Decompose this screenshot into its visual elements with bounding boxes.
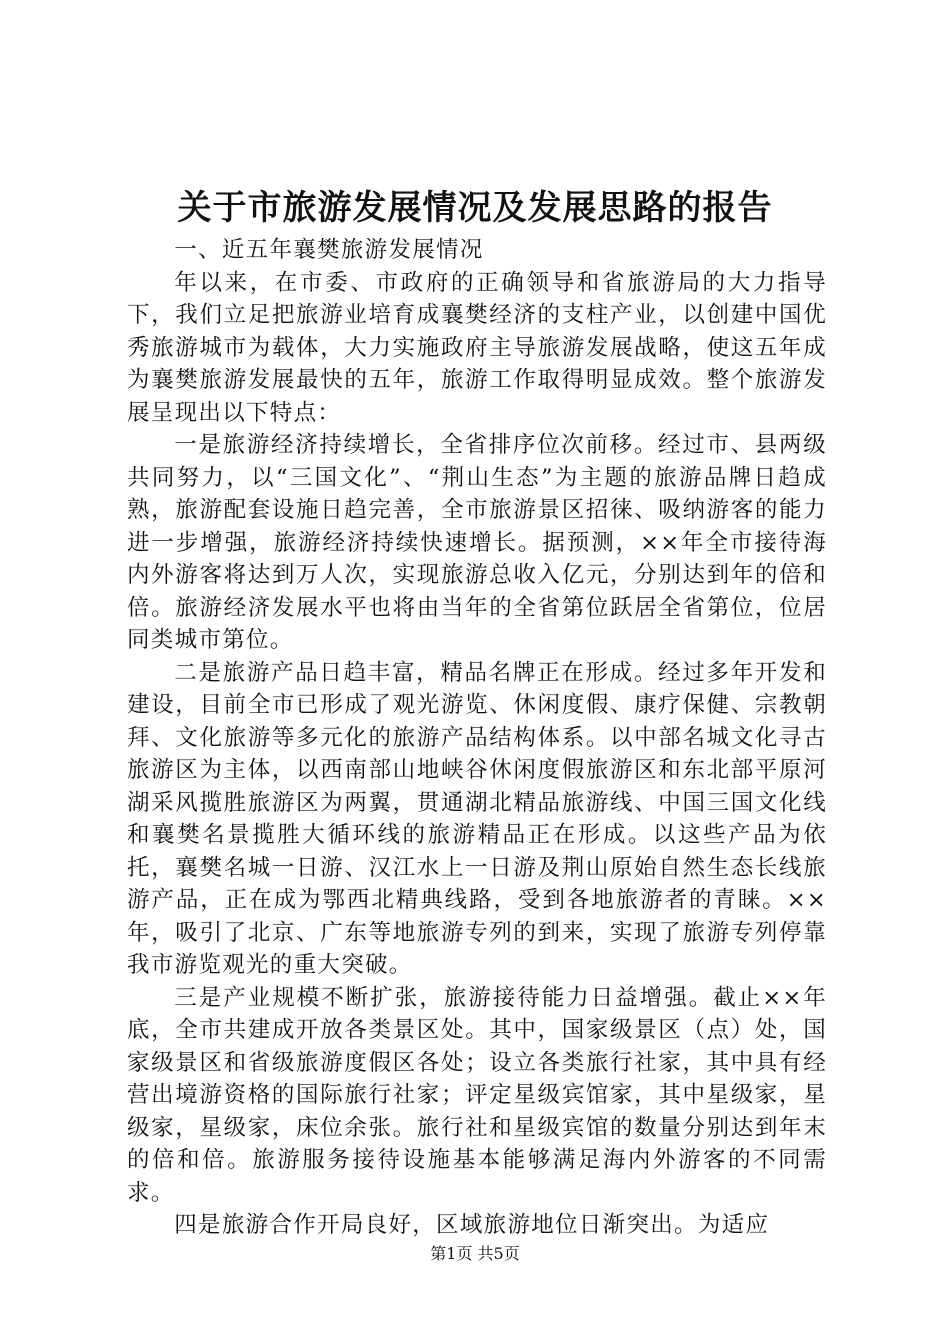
paragraph-point-4: 四是旅游合作开局良好，区域旅游地位日渐突出。为适应 (174, 1212, 770, 1238)
paragraph-point-3: 三是产业规模不断扩张，旅游接待能力日益增强。截止××年底，全市共建成开放各类景区处。其中，国家级景区（点）处，国家级景区和省级旅游度假区各处；设立各类旅行社家，其中具有经营出境游资格的国际旅行社家；评定星级宾馆家，其中星级家，星级家，星级家，床位余张。旅行社和星级宾馆的数量分别达到年末的倍和倍。旅游服务接待设施基本能够满足海内外游客的不同需求。 (127, 984, 827, 1206)
document-title: 关于市旅游发展情况及发展思路的报告 (177, 188, 773, 228)
section-heading: 一、近五年襄樊旅游发展情况 (174, 237, 484, 263)
document-body (127, 234, 827, 1242)
paragraph-point-1: 一是旅游经济持续增长，全省排序位次前移。经过市、县两级共同努力，以“三国文化”、“荆山生态”为主题的旅游品牌日趋成熟，旅游配套设施日趋完善，全市旅游景区招徕、吸纳游客的能力进一步增强，旅游经济持续快速增长。据预测，××年全市接待海内外游客将达到万人次，实现旅游总收入亿元，分别达到年的倍和倍。旅游经济发展水平也将由当年的全省第位跃居全省第位，位居同类城市第位。 (127, 432, 827, 653)
paragraph-point-2: 二是旅游产品日趋丰富，精品名牌正在形成。经过多年开发和建设，目前全市已形成了观光游览、休闲度假、康疗保健、宗教朝拜、文化旅游等多元化的旅游产品结构体系。以中部名城文化寻古旅游区为主体，以西南部山地峡谷休闲度假旅游区和东北部平原河湖采风揽胜旅游区为两翼，贯通湖北精品旅游线、中国三国文化线和襄樊名景揽胜大循环线的旅游精品正在形成。以这些产品为依托，襄樊名城一日游、汉江水上一日游及荆山原始自然生态长线旅游产品，正在成为鄂西北精典线路，受到各地旅游者的青睐。××年，吸引了北京、广东等地旅游专列的到来，实现了旅游专列停靠我市游览观光的重大突破。 (127, 659, 827, 978)
paragraph-intro: 年以来，在市委、市政府的正确领导和省旅游局的大力指导下，我们立足把旅游业培育成襄樊经济的支柱产业，以创建中国优秀旅游城市为载体，大力实施政府主导旅游发展战略，使这五年成为襄樊旅游发展最快的五年，旅游工作取得明显成效。整个旅游发展呈现出以下特点： (127, 269, 827, 426)
page-number-footer: 第1页 共5页 (430, 1244, 520, 1263)
